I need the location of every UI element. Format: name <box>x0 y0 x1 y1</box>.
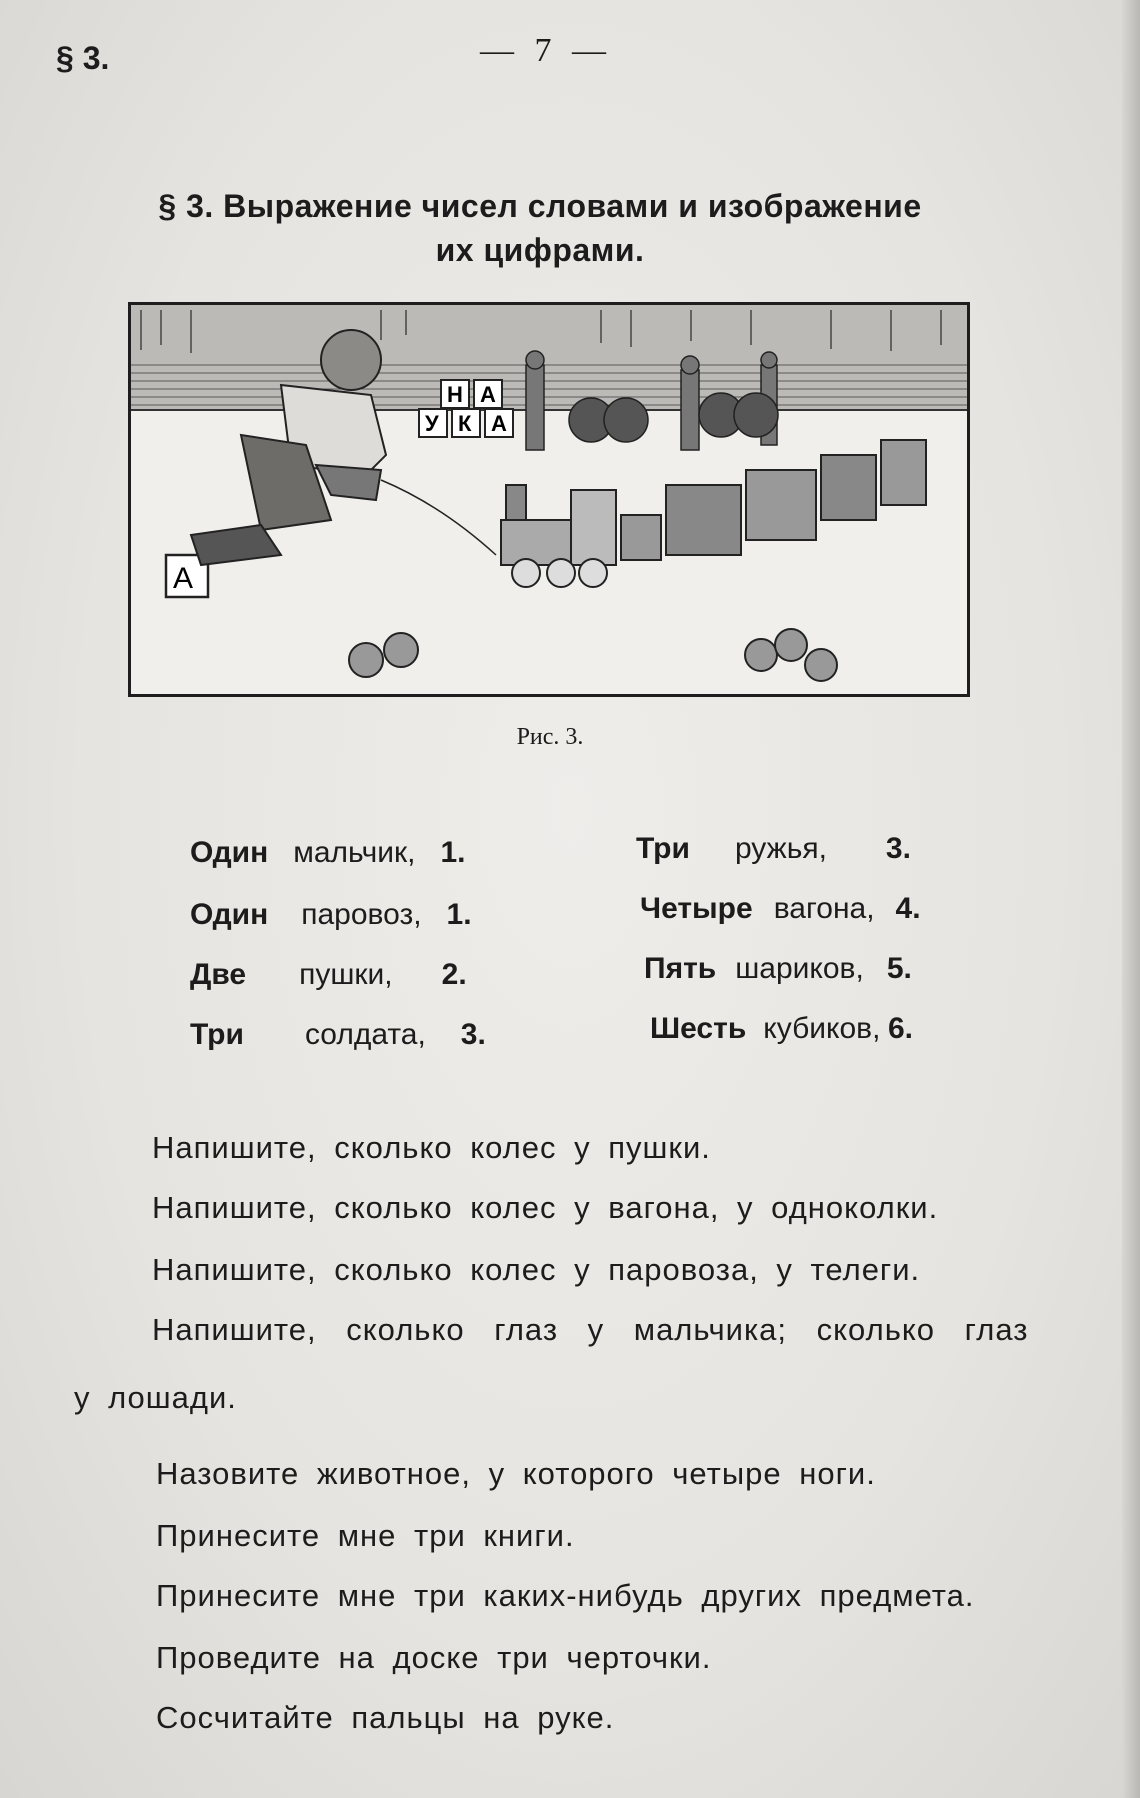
count-noun: шариков, <box>735 952 864 985</box>
task-4: Проведите на доске три черточки. <box>156 1640 712 1675</box>
section-title-line-2: их цифрами. <box>435 232 645 268</box>
count-digit: 3. <box>460 1018 486 1051</box>
page-edge-shadow <box>1122 0 1140 1798</box>
block-letter-2: А <box>480 382 496 407</box>
count-word: Пять <box>644 952 717 985</box>
question-1: Напишите, сколько колес у пушки. <box>152 1130 711 1165</box>
count-digit: 4. <box>895 892 921 925</box>
count-word: Четыре <box>640 892 753 925</box>
illustration-drawing <box>131 305 967 694</box>
task-5: Сосчитайте пальцы на руке. <box>156 1700 615 1735</box>
count-word: Один <box>190 898 269 931</box>
count-digit: 1. <box>440 836 466 869</box>
count-digit: 5. <box>886 952 912 985</box>
question-4: Напишите, сколько глаз у мальчика; сколько глаз <box>152 1312 1029 1347</box>
page-number: — 7 — <box>480 32 612 69</box>
section-title-line-1: § 3. Выражение чисел словами и изображение <box>158 188 922 224</box>
pull-string <box>381 480 496 555</box>
count-line-right-2 <box>640 892 921 926</box>
count-line-right-4 <box>650 1012 913 1046</box>
illustration-boy-with-toys <box>128 302 970 697</box>
block-letter-4: К <box>458 411 472 436</box>
wall <box>131 305 967 410</box>
task-3: Принесите мне три каких-нибудь других предмета. <box>156 1578 975 1613</box>
section-title <box>100 184 980 272</box>
count-digit: 6. <box>887 1012 913 1045</box>
task-2: Принесите мне три книги. <box>156 1518 575 1553</box>
question-4-continued: у лошади. <box>74 1380 237 1415</box>
running-head-section: § 3. <box>56 40 110 76</box>
count-digit: 3. <box>885 832 911 865</box>
count-noun: кубиков, <box>763 1012 881 1045</box>
figure-caption: Рис. 3. <box>516 724 584 750</box>
count-word: Шесть <box>650 1012 747 1045</box>
task-1: Назовите животное, у которого четыре ноги. <box>156 1456 876 1491</box>
block-letter-1: Н <box>447 382 463 407</box>
question-3: Напишите, сколько колес у паровоза, у телеги. <box>152 1252 921 1287</box>
count-word: Три <box>190 1018 244 1051</box>
block-letter-3: У <box>425 411 439 436</box>
count-line-left-2 <box>190 898 472 932</box>
count-noun: пушки, <box>299 958 393 991</box>
count-line-right-1 <box>636 832 911 866</box>
count-word: Один <box>190 836 269 869</box>
count-noun: ружья, <box>734 832 827 865</box>
count-line-left-4 <box>190 1018 486 1052</box>
count-noun: мальчик, <box>293 836 416 869</box>
count-line-right-3 <box>644 952 912 986</box>
count-digit: 1. <box>446 898 472 931</box>
question-2: Напишите, сколько колес у вагона, у одноколки. <box>152 1190 939 1225</box>
block-letter-6: А <box>173 562 194 595</box>
count-line-left-1 <box>190 836 466 870</box>
count-word: Две <box>190 958 247 991</box>
toy-balls <box>349 629 837 681</box>
block-letter-5: А <box>491 411 507 436</box>
count-word: Три <box>636 832 690 865</box>
count-noun: солдата, <box>304 1018 426 1051</box>
count-noun: паровоз, <box>301 898 422 931</box>
count-digit: 2. <box>441 958 467 991</box>
count-noun: вагона, <box>773 892 875 925</box>
toy-train <box>501 440 926 587</box>
count-line-left-3 <box>190 958 467 992</box>
